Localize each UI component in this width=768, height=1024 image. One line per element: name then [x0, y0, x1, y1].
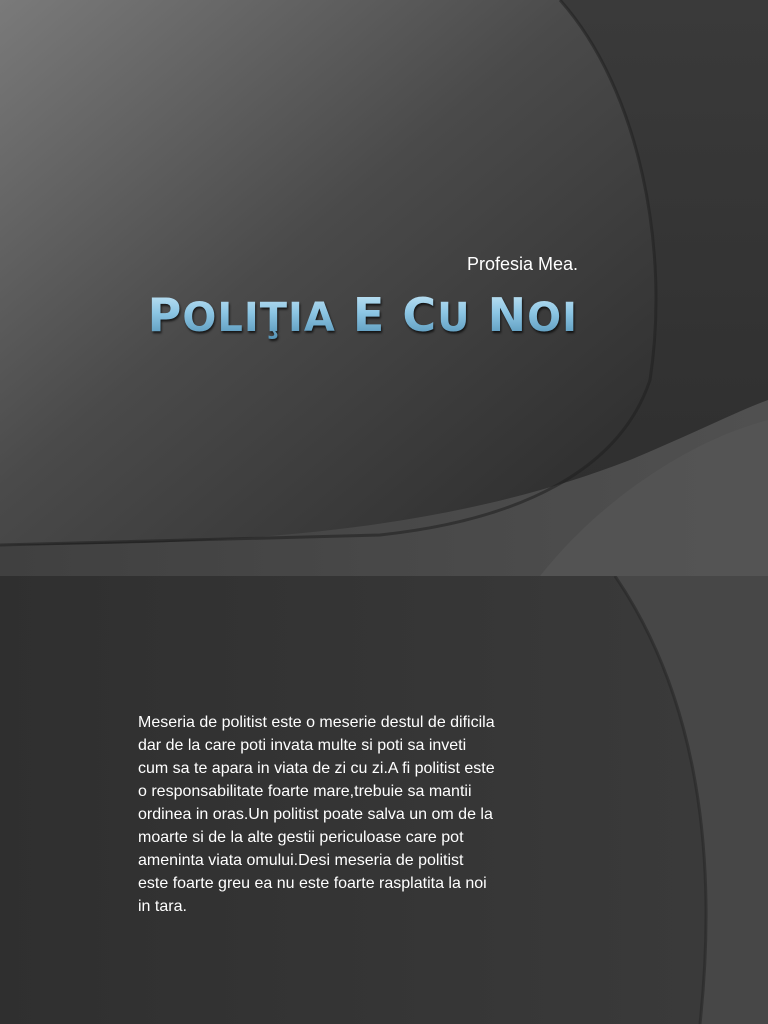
content-slide [0, 576, 768, 1024]
body-paragraph: Meseria de politist este o meserie destul de dificila dar de la care poti invata multe si poti sa inveti cum sa te apara in viata de zi cu zi.A fi politist este o responsabilitate foarte mare,trebuie sa mantii ordinea in oras.Un politist poate salva un om de la moarte si de la alte gestii periculoase care pot ameninta viata omului.Desi meseria de politist este foarte greu ea nu este foarte rasplatita la noi in tara. [138, 714, 495, 915]
slide-title: POLIŢIA E CU NOI [147, 288, 578, 342]
subtitle: Profesia Mea. [466, 254, 578, 274]
